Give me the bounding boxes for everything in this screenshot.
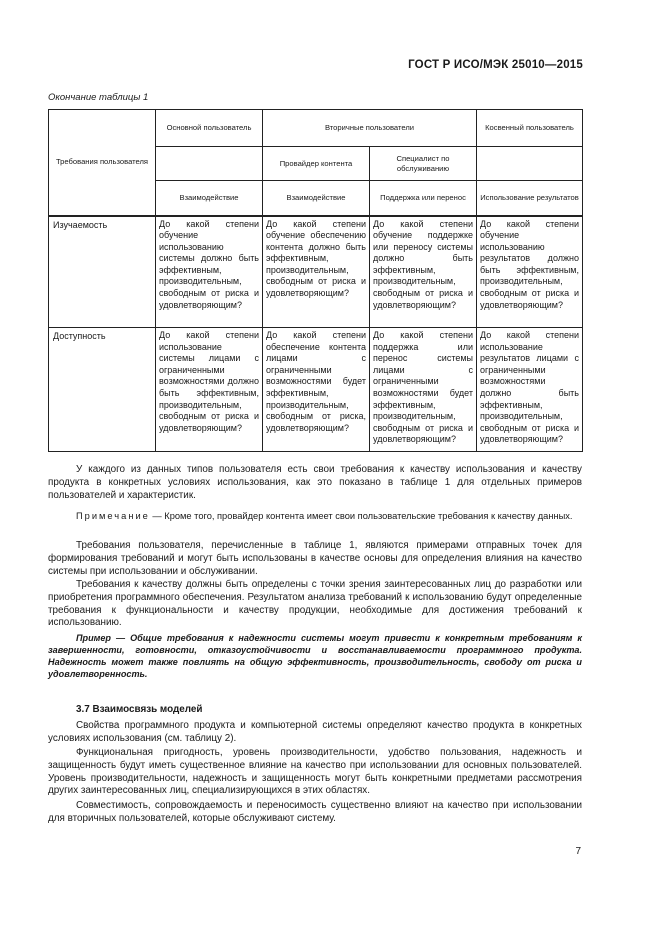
subheader-interaction-primary: Взаимодействие	[156, 181, 263, 216]
note-label: Примечание	[76, 511, 150, 521]
row-label-learnability: Изучаемость	[49, 216, 156, 328]
table-cell: До какой степени поддержка или перенос системы лицами с ограниченными возможностями будет эффективным, производительным, свободным от риска и удовлетворяющим?	[370, 328, 477, 452]
note	[48, 510, 582, 523]
table-cell: До какой степени использование результатов лицами с ограниченными возможностями должно быть эффективным, производительным, свободным от риска и удовлетворяющим?	[477, 328, 583, 452]
paragraph-functional-suitability: Функциональная пригодность, уровень производительности, удобство пользования, надежность и защищенность будут иметь существенное влияние на качество при использовании для основных пользователей. Уровень производительности, надежность и защищенность могут быть конкретными предметами рассмотрения других заинтересованных лиц, специализирующихся в этих областях.	[48, 747, 582, 797]
note-text: — Кроме того, провайдер контента имеет свои пользовательские требования к качеству данных.	[149, 511, 573, 521]
section-title: 3.7 Взаимосвязь моделей	[76, 704, 203, 715]
table-cell: До какой степени обучение использованию результатов должно быть эффективным, производительным, свободным от риска и удовлетворяющим?	[477, 216, 583, 328]
paragraph-user-types: У каждого из данных типов пользователя есть свои требования к качеству использования и качеству продукта в конкретных условиях использования, как это показано в таблице 1 для отдельных примеров пользователей и характеристик.	[48, 464, 582, 501]
document-header: ГОСТ Р ИСО/МЭК 25010—2015	[408, 59, 583, 71]
header-empty-primary	[156, 147, 263, 181]
page-number: 7	[575, 846, 581, 857]
row-label-accessibility: Доступность	[49, 328, 156, 452]
table-cell: До какой степени обучение поддержке или переносу системы должно быть эффективным, производительным, свободным от риска и удовлетворяющим?	[370, 216, 477, 328]
table-cell: До какой степени использование системы лицами с ограниченными возможностями должно быть эффективным, производительным, свободным от риска и удовлетворяющим?	[156, 328, 263, 452]
example-paragraph: Пример — Общие требования к надежности системы могут привести к конкретным требованиям к завершенности, готовности, отказоустойчивости и восстанавливаемости программного продукта. Надежность может также повлиять на общую эффективность, производительность, свободу от риска и удовлетворенность.	[48, 633, 582, 679]
subheader-interaction-provider: Взаимодействие	[263, 181, 370, 216]
table-cell: До какой степени обеспечение контента лицами с ограниченными возможностями будет эффективным, производительным, свободным от риска, удовлетворяющим?	[263, 328, 370, 452]
paragraph-compatibility: Совместимость, сопровождаемость и переносимость существенно влияют на качество при использовании для вторичных пользователей, которые обслуживают систему.	[48, 800, 582, 824]
header-secondary-users: Вторичные пользователи	[263, 110, 477, 147]
paragraph-product-properties: Свойства программного продукта и компьютерной системы определяют качество продукта в конкретных условиях использования (см. таблицу 2).	[48, 720, 582, 744]
paragraph-requirements-examples: Требования пользователя, перечисленные в таблице 1, являются примерами отправных точек для формирования требований и могут быть использованы в качестве основы для определения влияния на качество системы при использовании и обслуживании.	[48, 540, 582, 577]
table-cell: До какой степени обучение использованию системы должно быть эффективным, производительным, свободным от риска и удовлетворяющим?	[156, 216, 263, 328]
user-requirements-table	[48, 109, 583, 452]
subheader-support-transfer: Поддержка или перенос	[370, 181, 477, 216]
paragraph-quality-requirements: Требования к качеству должны быть определены с точки зрения заинтересованных лиц до разработки или приобретения программного обеспечения. Результатом анализа требований к использованию будут определенные требования к функциональности и качеству продукции, необходимые для достижения требований к использованию.	[48, 579, 582, 629]
header-user-requirements: Требования пользователя	[49, 110, 156, 216]
header-empty-indirect	[477, 147, 583, 181]
subheader-results-usage: Использование результатов	[477, 181, 583, 216]
table-caption: Окончание таблицы 1	[48, 92, 149, 103]
table-cell: До какой степени обучение обеспечению контента должно быть эффективным, производительным, свободным от риска и удовлетворяющим?	[263, 216, 370, 328]
header-indirect-user: Косвенный пользователь	[477, 110, 583, 147]
header-maintenance-specialist: Специалист по обслуживанию	[370, 147, 477, 181]
table-row	[49, 328, 583, 452]
header-primary-user: Основной пользователь	[156, 110, 263, 147]
table-row	[49, 216, 583, 328]
header-content-provider: Провайдер контента	[263, 147, 370, 181]
